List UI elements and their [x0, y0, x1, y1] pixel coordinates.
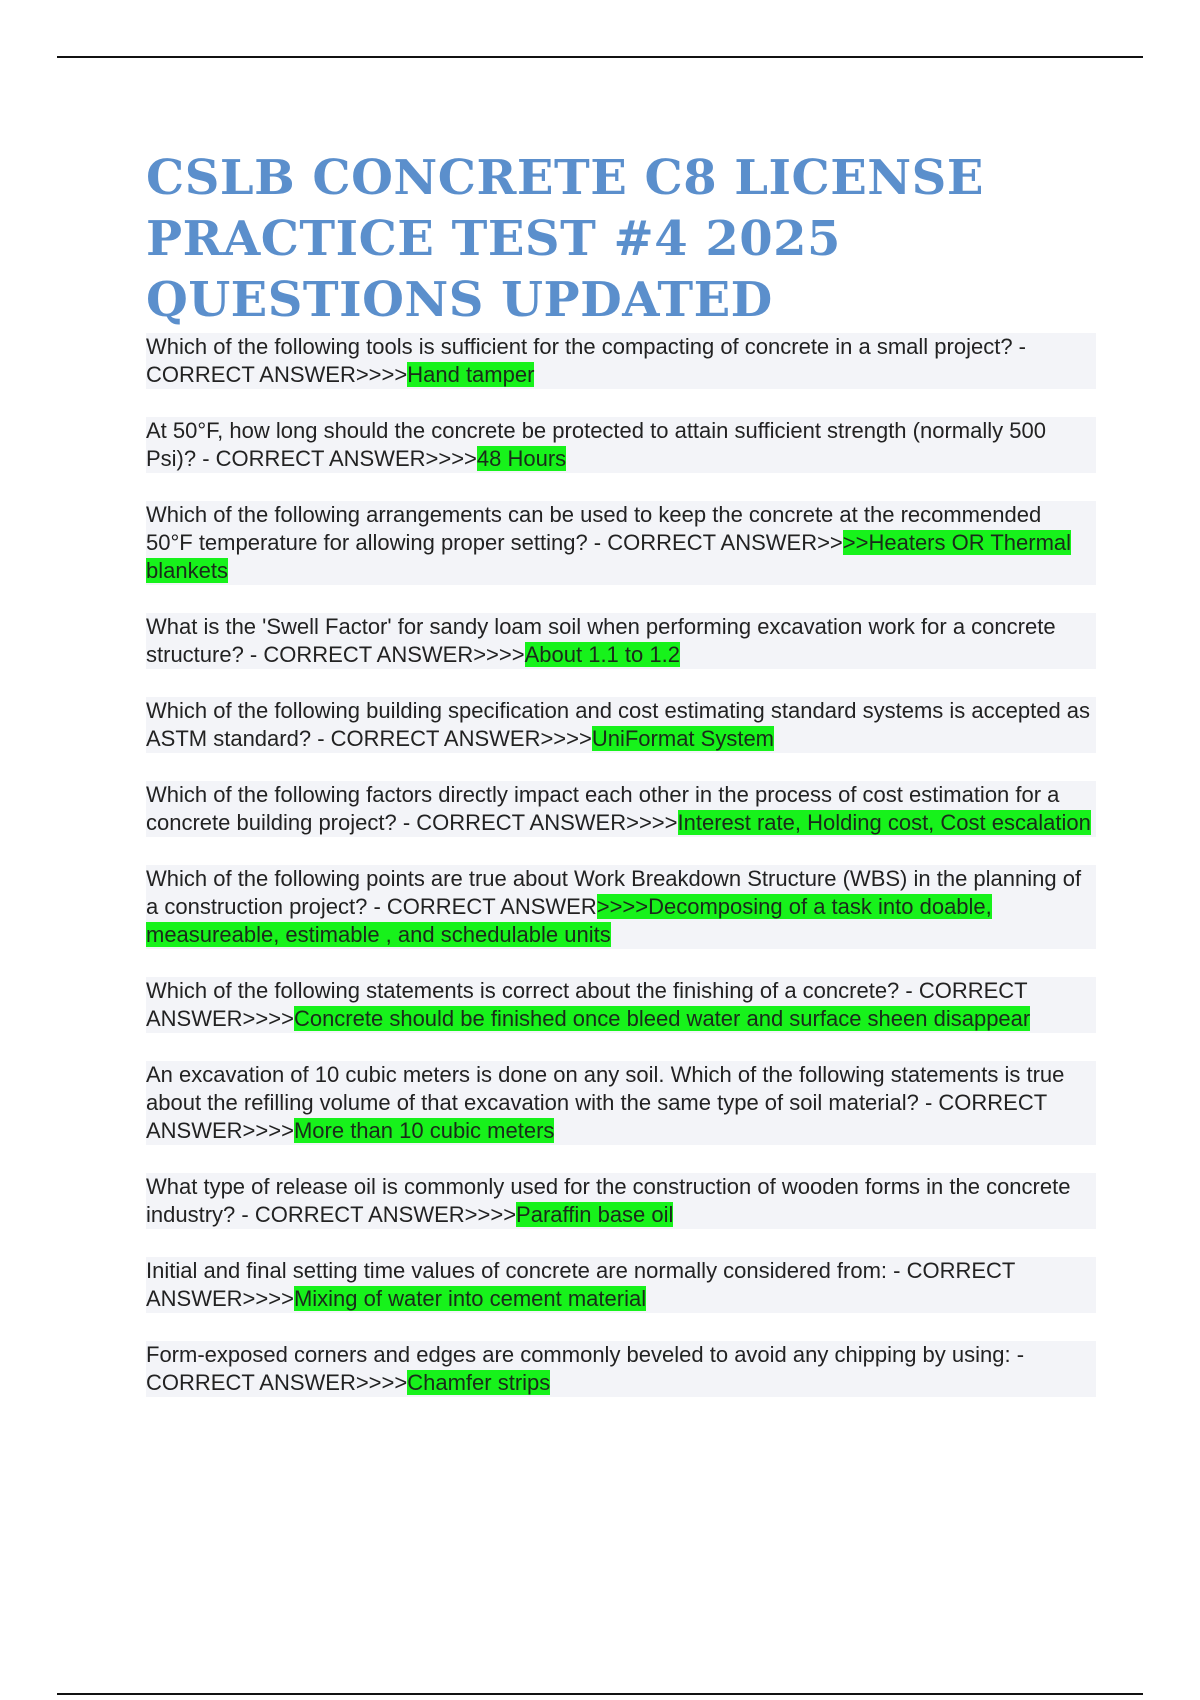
qa-item: [146, 613, 1096, 669]
question-text: Initial and final setting time values of concrete are normally considered from: - CORRECT ANSWER>>>>: [146, 1258, 1015, 1311]
qa-item: [146, 1061, 1096, 1145]
question-text: What type of release oil is commonly used for the construction of wooden forms in the concrete industry? - CORRECT ANSWER>>>>: [146, 1174, 1071, 1227]
question-text: Which of the following points are true about Work Breakdown Structure (WBS) in the planning of a construction project? - CORRECT ANSWER: [146, 866, 1082, 919]
document-body: [146, 148, 1096, 1425]
qa-item: [146, 697, 1096, 753]
answer-highlight: >>Heaters OR Thermal blankets: [146, 530, 1072, 583]
question-text: What is the 'Swell Factor' for sandy loam soil when performing excavation work for a concrete structure? - CORRECT ANSWER>>>>: [146, 614, 1056, 667]
answer-highlight: Hand tamper: [407, 362, 535, 387]
document-title: CSLB CONCRETE C8 LICENSE PRACTICE TEST #4 2025 QUESTIONS UPDATED: [146, 150, 984, 328]
qa-item: [146, 781, 1096, 837]
answer-highlight: About 1.1 to 1.2: [524, 642, 680, 667]
header-rule: [57, 56, 1143, 58]
qa-item: [146, 333, 1096, 389]
answer-highlight: Chamfer strips: [407, 1370, 551, 1395]
qa-list: [146, 333, 1096, 1397]
answer-highlight: Mixing of water into cement material: [293, 1286, 647, 1311]
qa-item: [146, 865, 1096, 949]
qa-item: [146, 1173, 1096, 1229]
answer-highlight: >>>>Decomposing of a task into doable, measureable, estimable , and schedulable units: [146, 894, 992, 947]
question-text: Which of the following factors directly impact each other in the process of cost estimation for a concrete building project? - CORRECT ANSWER>>>>: [146, 782, 1060, 835]
answer-highlight: UniFormat System: [591, 726, 775, 751]
question-text: Which of the following building specification and cost estimating standard systems is accepted as ASTM standard? - CORRECT ANSWER>>>>: [146, 698, 1091, 751]
question-text: Which of the following tools is sufficient for the compacting of concrete in a small project? - CORRECT ANSWER>>>>: [146, 334, 1027, 387]
question-text: Form-exposed corners and edges are commonly beveled to avoid any chipping by using: - CORRECT ANSWER>>>>: [146, 1342, 1025, 1395]
question-text: Which of the following arrangements can be used to keep the concrete at the recommended 50°F temperature for allowing proper setting? - CORRECT ANSWER>>: [146, 502, 1042, 555]
question-text: An excavation of 10 cubic meters is done on any soil. Which of the following statements is true about the refilling volume of that excavation with the same type of soil material? - CORRECT ANSWER>>>>: [146, 1062, 1065, 1143]
answer-highlight: 48 Hours: [476, 446, 567, 471]
answer-highlight: More than 10 cubic meters: [293, 1118, 555, 1143]
question-text: Which of the following statements is correct about the finishing of a concrete? - CORRECT ANSWER>>>>: [146, 978, 1028, 1031]
answer-highlight: Concrete should be finished once bleed water and surface sheen disappear: [293, 1006, 1031, 1031]
qa-item: [146, 1341, 1096, 1397]
answer-highlight: Interest rate, Holding cost, Cost escalation: [677, 810, 1091, 835]
footer-rule: [57, 1693, 1143, 1695]
qa-item: [146, 501, 1096, 585]
answer-highlight: Paraffin base oil: [516, 1202, 674, 1227]
question-text: At 50°F, how long should the concrete be protected to attain sufficient strength (normally 500 Psi)? - CORRECT ANSWER>>>>: [146, 418, 1046, 471]
qa-item: [146, 417, 1096, 473]
qa-item: [146, 1257, 1096, 1313]
qa-item: [146, 977, 1096, 1033]
